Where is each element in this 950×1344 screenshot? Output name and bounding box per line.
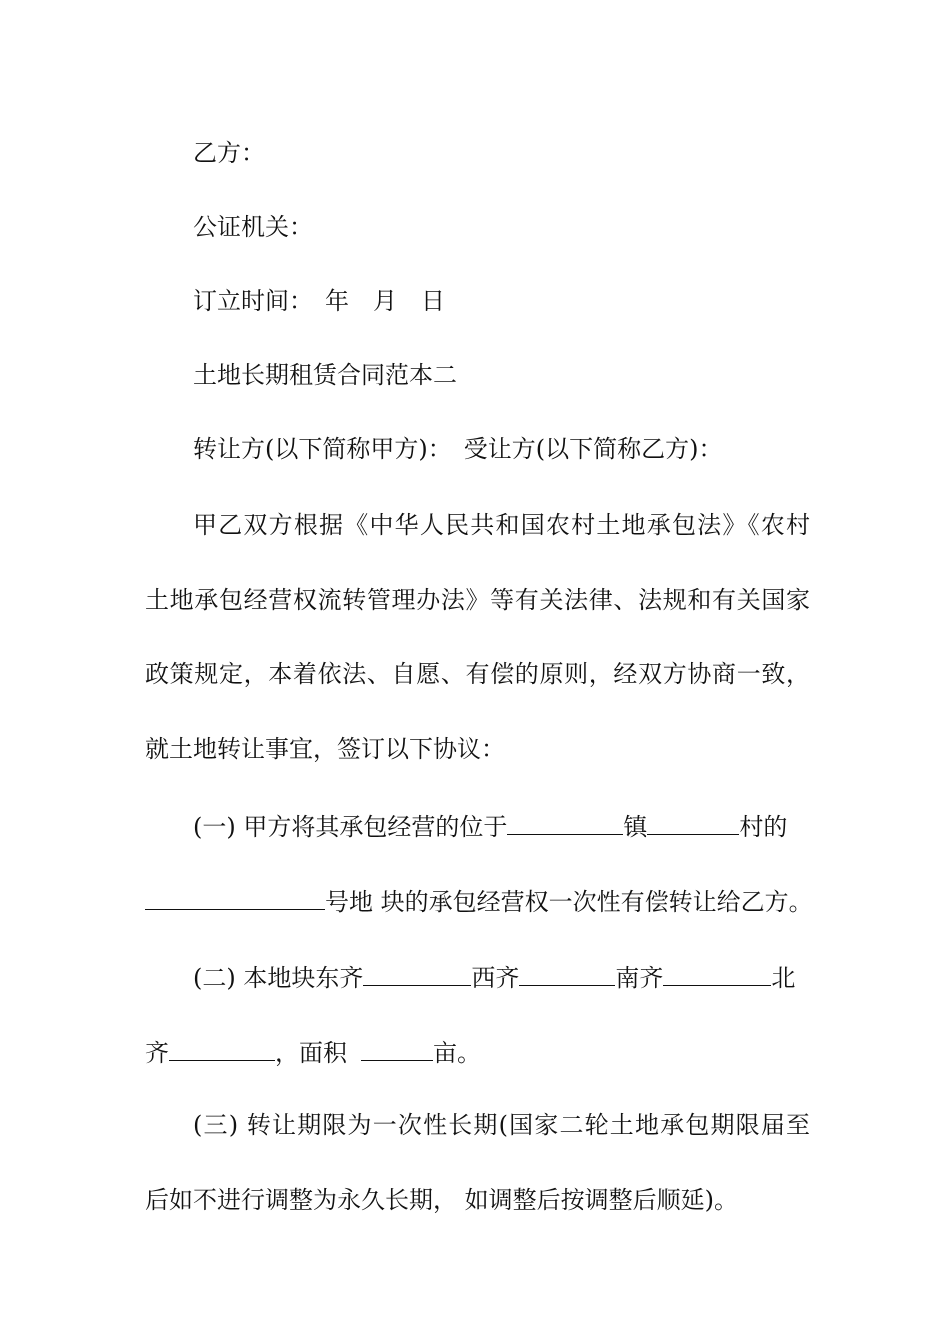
paragraph-line-1: 甲乙双方根据《中华人民共和国农村土地承包法》《农村 xyxy=(193,511,810,539)
clause-1-line-1 xyxy=(193,808,810,843)
clause-1-line-2 xyxy=(145,883,813,918)
party-b-line: 乙方： xyxy=(193,139,265,167)
parties-line: 转让方(以下简称甲方)： 受让方(以下简称乙方)： xyxy=(193,435,723,463)
north-boundary-blank xyxy=(169,1034,275,1061)
clause-3-line-2: 后如不进行调整为永久长期， 如调整后按调整后顺延)。 xyxy=(145,1186,738,1214)
village-blank xyxy=(647,808,739,835)
clause-2-line-1 xyxy=(193,959,810,994)
clause-2-line-2 xyxy=(145,1034,810,1069)
clause-1-text-d: 号地 块的承包经营权一次性有偿转让给乙方。 xyxy=(325,888,813,916)
east-boundary-blank xyxy=(363,959,471,986)
plot-number-blank xyxy=(145,883,325,910)
contract-title-2: 土地长期租赁合同范本二 xyxy=(193,361,457,389)
south-boundary-blank xyxy=(663,959,771,986)
clause-1-text-b: 镇 xyxy=(623,813,648,841)
notary-line: 公证机关： xyxy=(193,213,313,241)
clause-1-text-a: (一) 甲方将其承包经营的位于 xyxy=(193,813,508,841)
clause-2-text-a: (二) 本地块东齐 xyxy=(193,964,364,992)
paragraph-line-4: 就土地转让事宜，签订以下协议： xyxy=(145,735,505,763)
clause-2-text-f: ，面积 xyxy=(275,1039,347,1067)
town-blank xyxy=(507,808,623,835)
signing-date-line: 订立时间： 年 月 日 xyxy=(193,287,445,315)
clause-2-text-b: 西齐 xyxy=(471,964,520,992)
west-boundary-blank xyxy=(519,959,615,986)
paragraph-line-3: 政策规定，本着依法、自愿、有偿的原则，经双方协商一致， xyxy=(145,660,810,688)
clause-1-text-c: 村的 xyxy=(739,813,788,841)
clause-3-line-1: (三) 转让期限为一次性长期(国家二轮土地承包期限届至 xyxy=(193,1111,810,1139)
clause-2-text-d: 北 xyxy=(771,964,796,992)
clause-2-text-c: 南齐 xyxy=(615,964,664,992)
paragraph-line-2: 土地承包经营权流转管理办法》等有关法律、法规和有关国家 xyxy=(145,586,810,614)
clause-2-text-e: 齐 xyxy=(145,1039,169,1067)
clause-2-text-g: 亩。 xyxy=(433,1039,481,1067)
area-blank xyxy=(361,1034,433,1061)
